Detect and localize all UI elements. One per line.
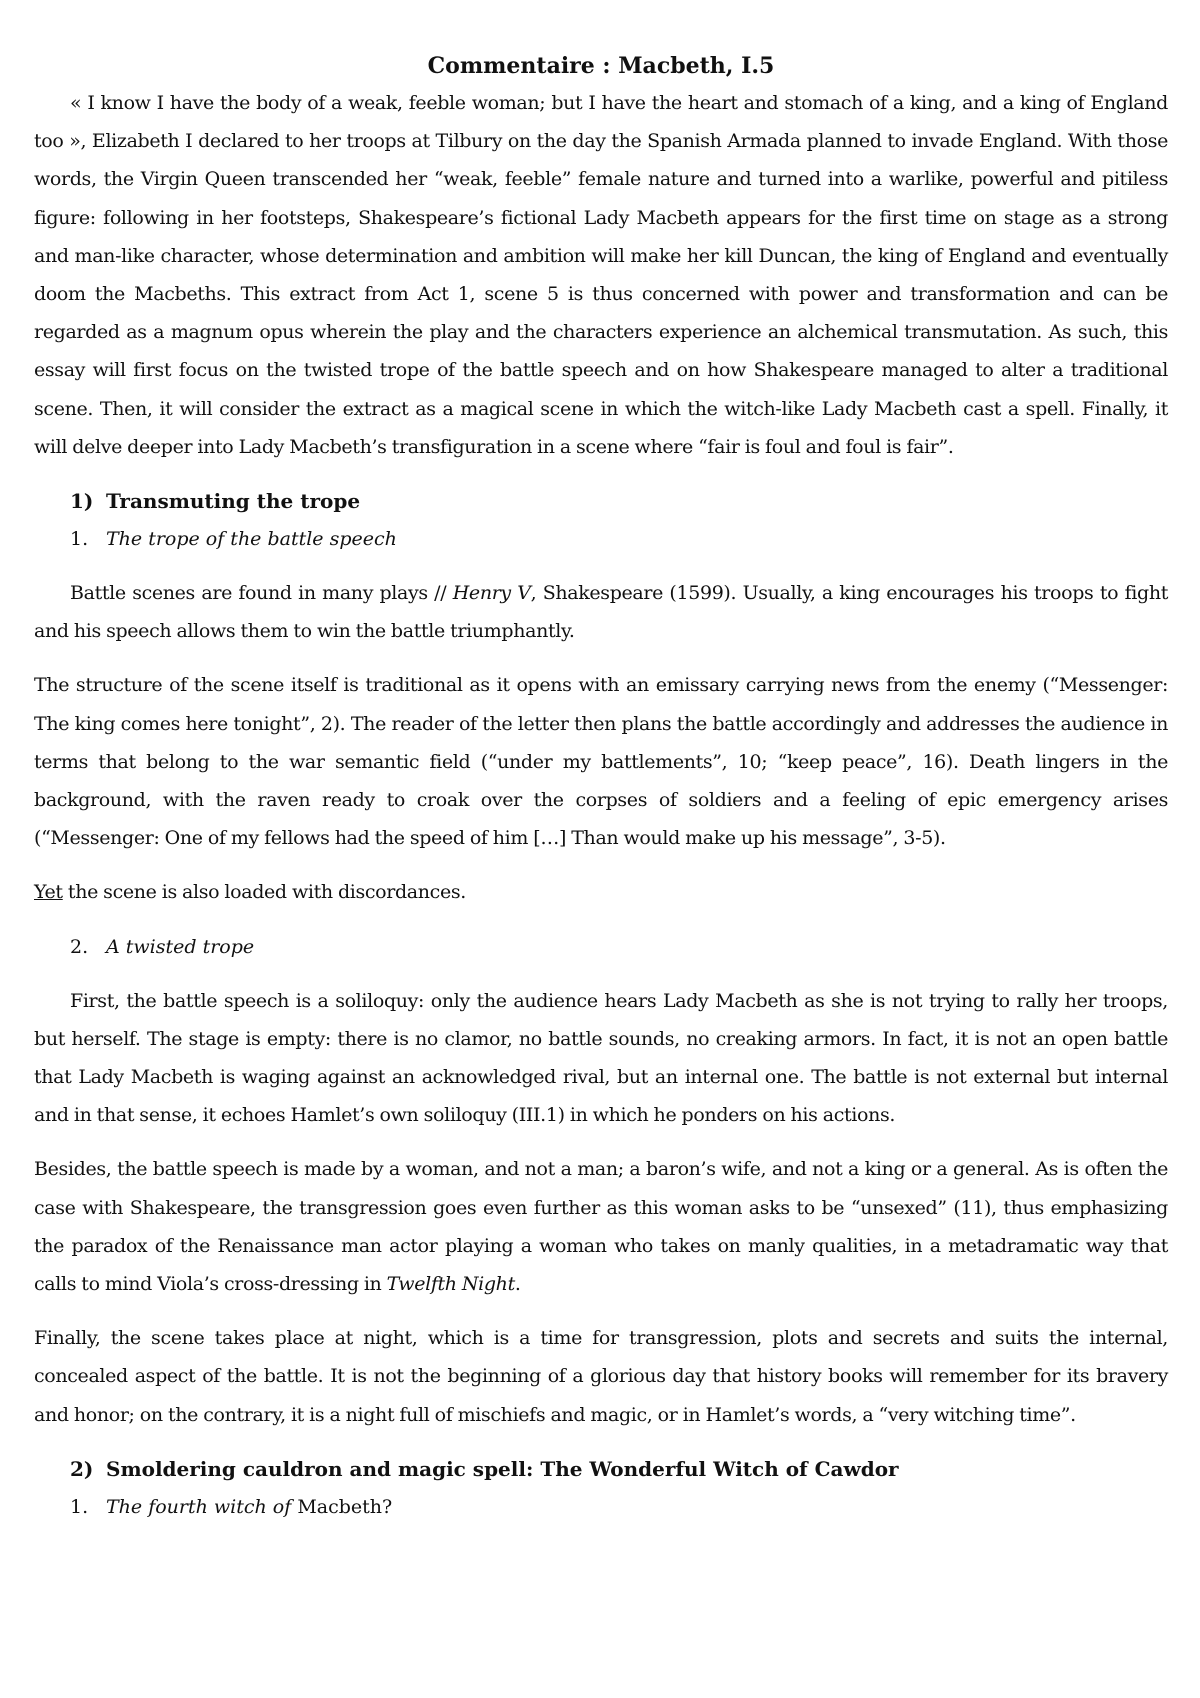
section-2-heading bbox=[70, 1450, 1168, 1488]
section-2-number: 2) bbox=[70, 1456, 94, 1481]
paragraph-text: Battle scenes are found in many plays // bbox=[70, 582, 453, 605]
subsection-1-1-title: The trope of the battle speech bbox=[106, 528, 397, 551]
paragraph-text: . bbox=[514, 1273, 521, 1296]
paragraph-night: Finally, the scene takes place at night, which is a time for transgression, plots and secrets and suits the internal, concealed aspect of the battle. It is not the beginning of a glorious day that history books will remember for its bravery and honor; on the contrary, it is a night full of mischiefs and magic, or in Hamlet’s words, a “very witching time”. bbox=[34, 1327, 1168, 1426]
subsection-1-1-heading bbox=[70, 520, 1168, 558]
subsection-1-2-heading bbox=[70, 928, 1168, 966]
section-1-title: Transmuting the trope bbox=[106, 489, 361, 514]
subsection-2-1-title-plain: Macbeth? bbox=[297, 1495, 393, 1518]
document-page bbox=[34, 52, 1168, 1542]
paragraph-structure: The structure of the scene itself is traditional as it opens with an emissary carrying news from the enemy (“Messenger: The king comes here tonight”, 2). The reader of the letter then plans the battle accordingly and addresses the audience in terms that belong to the war semantic field (“under my battlements”, 10; “keep peace”, 16). Death lingers in the background, with the raven ready to croak over the corpses of soldiers and a feeling of epic emergency arises (“Messenger: One of my fellows had the speed of him […] Than would make up his message”, 3-5). bbox=[34, 674, 1168, 850]
section-1-number: 1) bbox=[70, 489, 94, 514]
subsection-1-2-title: A twisted trope bbox=[106, 935, 255, 958]
paragraph-soliloquy: First, the battle speech is a soliloquy: only the audience hears Lady Macbeth as she is not trying to rally her troops, but herself. The stage is empty: there is no clamor, no battle sounds, no creaking armors. In fact, it is not an open battle that Lady Macbeth is waging against an acknowledged rival, but an internal one. The battle is not external but internal and in that sense, it echoes Hamlet’s own soliloquy (III.1) in which he ponders on his actions. bbox=[34, 989, 1168, 1127]
play-title-twelfth-night: Twelfth Night bbox=[386, 1273, 515, 1296]
section-2-title: Smoldering cauldron and magic spell: The Wonderful Witch of Cawdor bbox=[106, 1456, 899, 1481]
paragraph-discordances bbox=[34, 873, 1168, 911]
play-title-henry-v: Henry V bbox=[452, 582, 531, 605]
section-1-heading bbox=[70, 482, 1168, 520]
subsection-1-1-number: 1. bbox=[70, 528, 89, 551]
intro-paragraph: « I know I have the body of a weak, feeble woman; but I have the heart and stomach of a king, and a king of England too », Elizabeth I declared to her troops at Tilbury on the day the Spanish Armada planned to invade England. With those words, the Virgin Queen transcended her “weak, feeble” female nature and turned into a warlike, powerful and pitiless figure: following in her footsteps, Shakespeare’s fictional Lady Macbeth appears for the first time on stage as a strong and man-like character, whose determination and ambition will make her kill Duncan, the king of England and eventually doom the Macbeths. This extract from Act 1, scene 5 is thus concerned with power and transformation and can be regarded as a magnum opus wherein the play and the characters experience an alchemical transmutation. As such, this essay will first focus on the twisted trope of the battle speech and on how Shakespeare managed to alter a traditional scene. Then, it will consider the extract as a magical scene in which the witch-like Lady Macbeth cast a spell. Finally, it will delve deeper into Lady Macbeth’s transfiguration in a scene where “fair is foul and foul is fair”. bbox=[34, 92, 1168, 458]
subsection-2-1-title-italic: The fourth witch of bbox=[106, 1495, 298, 1518]
subsection-1-2-number: 2. bbox=[70, 935, 89, 958]
page-title: Commentaire : Macbeth, I.5 bbox=[427, 53, 775, 79]
subsection-2-1-heading bbox=[70, 1488, 1168, 1526]
paragraph-battle-scenes bbox=[34, 574, 1168, 650]
subsection-2-1-number: 1. bbox=[70, 1495, 89, 1518]
paragraph-woman bbox=[34, 1150, 1168, 1303]
paragraph-text: Besides, the battle speech is made by a woman, and not a man; a baron’s wife, and not a king or a general. As is often the case with Shakespeare, the transgression goes even further as this woman asks to be “unsexed” (11), thus emphasizing the paradox of the Renaissance man actor playing a woman who takes on manly qualities, in a metadramatic way that calls to mind Viola’s cross-dressing in bbox=[34, 1158, 1168, 1296]
underlined-yet: Yet bbox=[34, 881, 63, 904]
paragraph-text: , Shakespeare (1599). Usually, a king encourages his troops to fight and his speech allows them to win the battle triumphantly. bbox=[34, 582, 1168, 643]
paragraph-text: the scene is also loaded with discordances. bbox=[62, 881, 466, 904]
